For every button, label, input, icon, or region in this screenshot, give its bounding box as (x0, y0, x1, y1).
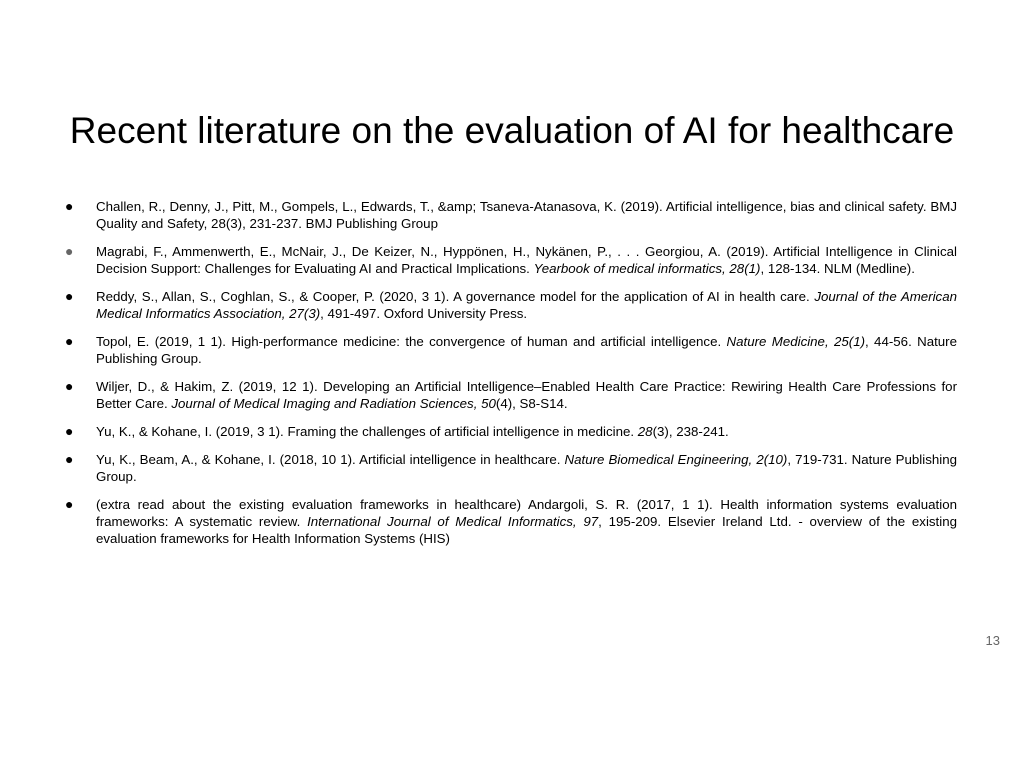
reference-text: Yu, K., Beam, A., & Kohane, I. (2018, 10 1). Artificial intelligence in healthcare. (96, 452, 565, 467)
reference-journal: Journal of Medical Imaging and Radiation Sciences, 50 (171, 396, 496, 411)
reference-text: Challen, R., Denny, J., Pitt, M., Gompels, L., Edwards, T., &amp; Tsaneva-Atanasova, K. (2019). Artificial intelligence, bias and clinical safety. BMJ Quality and Safety, 28(3), 231-237. BMJ Publishing Group (96, 199, 957, 231)
reference-text: Magrabi, F., Ammenwerth, E., McNair, J., De Keizer, N., Hyppönen, H., Nykänen, P., . . . Georgiou, A. (2019). Artificial Intelligence in Clinical Decision Support: Challenges for Evaluating AI and Practical Implications. (96, 244, 957, 276)
reference-text: Yu, K., & Kohane, I. (2019, 3 1). Framing the challenges of artificial intelligence in medicine. (96, 424, 638, 439)
reference-text: , 128-134. NLM (Medline). (760, 261, 915, 276)
bullet-icon: ● (65, 378, 74, 394)
reference-text: Wiljer, D., & Hakim, Z. (2019, 12 1). Developing an Artificial Intelligence–Enabled Health Care Practice: Rewiring Health Care Professions for Better Care. (96, 379, 957, 411)
reference-text: , 719-731. Nature Publishing Group. (96, 452, 957, 484)
reference-text: (4), S8-S14. (495, 396, 568, 411)
reference-journal: International Journal of Medical Informatics, 97 (307, 514, 599, 529)
bullet-icon: ● (65, 496, 74, 512)
reference-item (65, 333, 958, 367)
reference-text: Reddy, S., Allan, S., Coghlan, S., & Cooper, P. (2020, 3 1). A governance model for the application of AI in health care. (96, 289, 815, 304)
slide-title: Recent literature on the evaluation of AI for healthcare (69, 110, 955, 151)
reference-item (65, 198, 957, 232)
reference-text: , 195-209. Elsevier Ireland Ltd. - overview of the existing evaluation frameworks for Health Information Systems (HIS) (96, 514, 957, 546)
bullet-icon: ● (65, 288, 74, 304)
bullet-icon: ● (65, 198, 74, 214)
page-number: 13 (985, 633, 1000, 648)
bullet-icon: ● (65, 423, 74, 439)
reference-text: (extra read about the existing evaluation frameworks in healthcare) Andargoli, S. R. (2017, 1 1). Health information systems evaluation frameworks: A systematic review. (96, 497, 957, 529)
reference-journal: Journal of the American Medical Informatics Association, 27(3) (96, 289, 957, 321)
reference-journal: Nature Medicine, 25(1) (726, 334, 866, 349)
reference-text: (3), 238-241. (652, 424, 729, 439)
reference-list (65, 198, 958, 558)
bullet-icon: ● (65, 243, 74, 259)
reference-item (65, 288, 957, 322)
reference-item (65, 451, 957, 485)
reference-text: , 491-497. Oxford University Press. (320, 306, 528, 321)
reference-journal: Nature Biomedical Engineering, 2(10) (564, 452, 788, 467)
reference-journal: Yearbook of medical informatics, 28(1) (533, 261, 761, 276)
reference-volume: 28 (637, 424, 653, 439)
reference-item (65, 423, 957, 440)
bullet-icon: ● (65, 333, 74, 349)
bullet-icon: ● (65, 451, 74, 467)
reference-text: Topol, E. (2019, 1 1). High-performance medicine: the convergence of human and artificial intelligence. (96, 334, 727, 349)
reference-item (65, 243, 957, 277)
reference-item (65, 378, 957, 412)
reference-text: , 44-56. Nature Publishing Group. (96, 334, 958, 366)
reference-item (65, 496, 957, 547)
